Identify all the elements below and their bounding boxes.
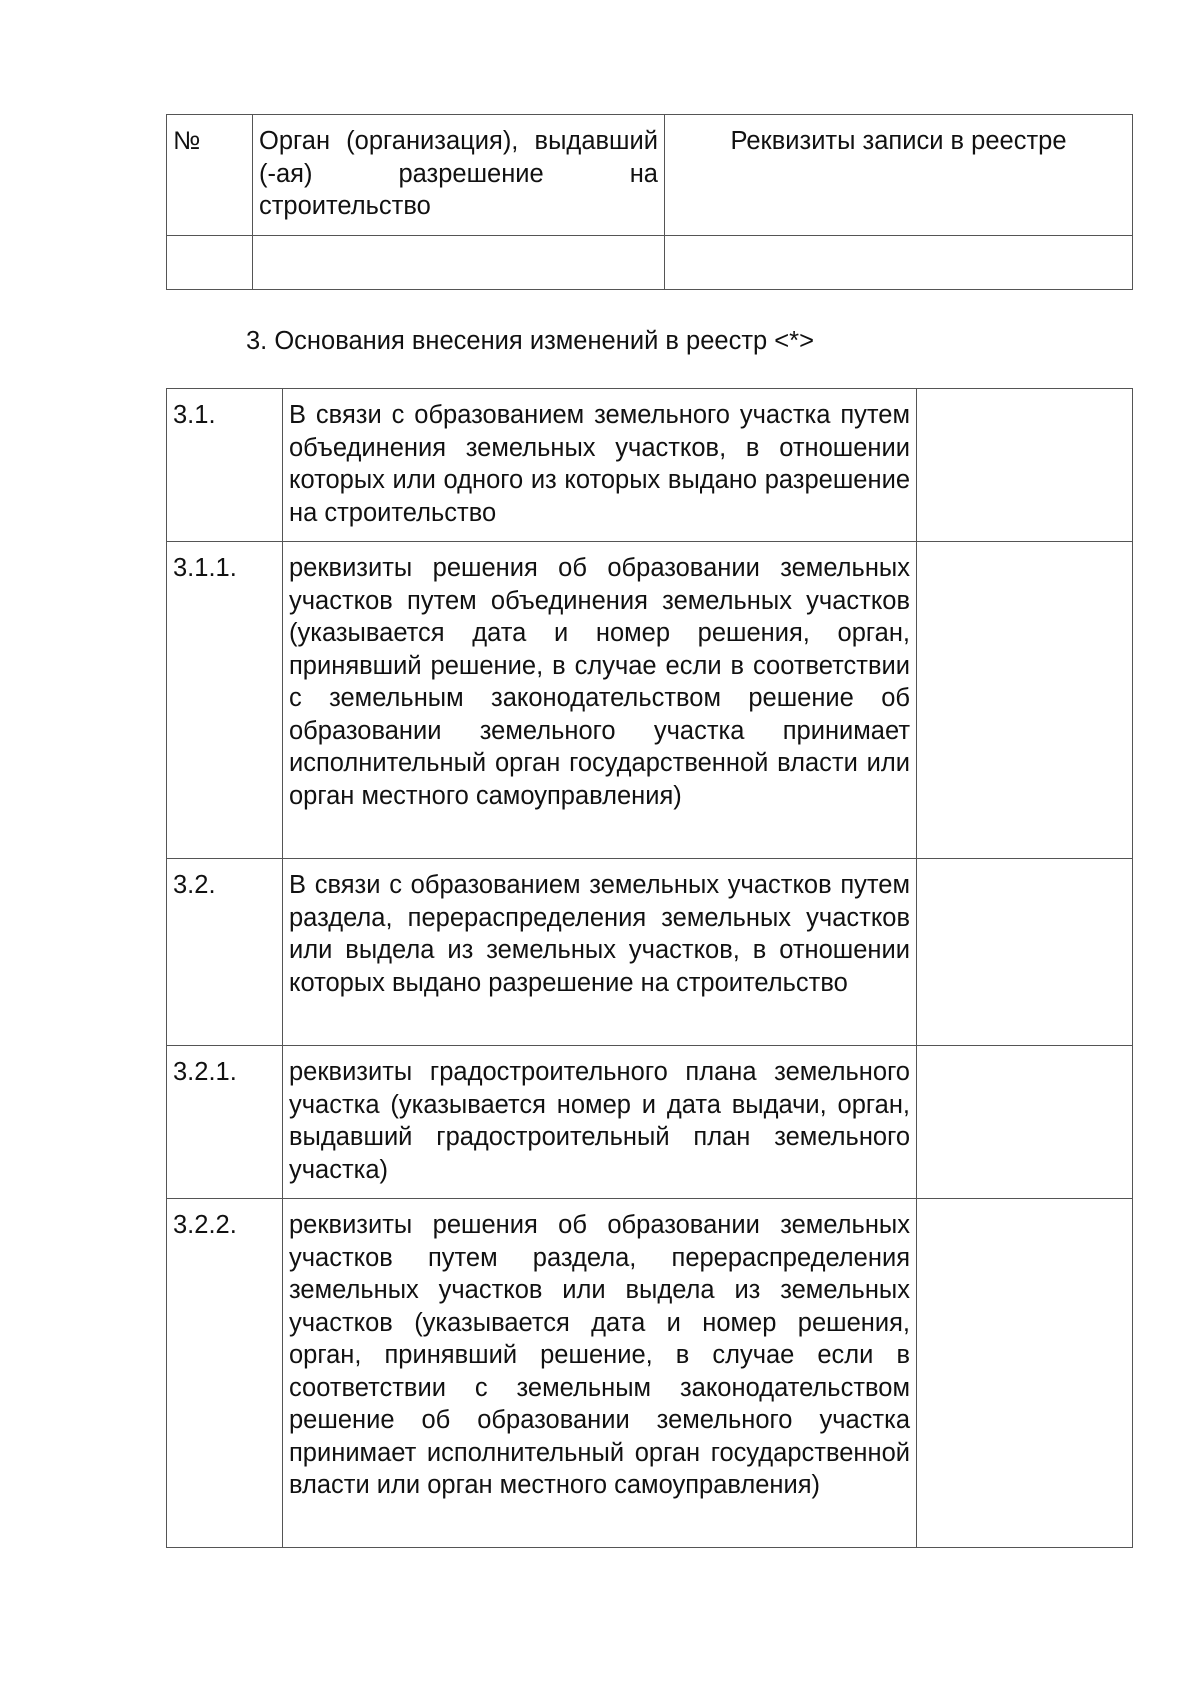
row-code-cell <box>167 542 283 859</box>
row-value-cell[interactable] <box>917 859 1133 1046</box>
row-text-cell <box>283 1199 917 1548</box>
table-row <box>167 1199 1133 1548</box>
row-code: 3.2.1. <box>173 1058 237 1086</box>
grounds-table <box>166 388 1133 1548</box>
empty-record-requisites-cell[interactable] <box>665 236 1133 290</box>
row-value-cell[interactable] <box>917 389 1133 542</box>
row-value <box>917 389 1132 407</box>
empty-record-requisites-value <box>665 236 1132 254</box>
header-record-requisites-cell <box>665 115 1133 236</box>
row-value-cell[interactable] <box>917 1199 1133 1548</box>
row-code-cell <box>167 1199 283 1548</box>
row-code: 3.1. <box>173 401 216 429</box>
header-number-cell <box>167 115 253 236</box>
empty-number-cell[interactable] <box>167 236 253 290</box>
row-text-cell <box>283 542 917 859</box>
row-value-cell[interactable] <box>917 542 1133 859</box>
empty-issuing-body-value <box>253 236 664 254</box>
row-value <box>917 859 1132 877</box>
row-text: реквизиты решения об образовании земельных участков путем раздела, перераспределения земельных участков или выдела из земельных участков (указывается дата и номер решения, орган, принявший решение, в случае если в соответствии с земельным законодательством решение об образовании земельного участка принимает исполнительный орган государственной власти или орган местного самоуправления) <box>289 1211 910 1499</box>
row-code-cell <box>167 1046 283 1199</box>
registry-empty-row <box>167 236 1133 290</box>
row-text-cell <box>283 389 917 542</box>
row-code: 3.1.1. <box>173 554 237 582</box>
row-value-cell[interactable] <box>917 1046 1133 1199</box>
row-text: В связи с образованием земельных участков путем раздела, перераспределения земельных участков или выдела из земельных участков, в отношении которых выдано разрешение на строительство <box>289 871 910 997</box>
registry-table <box>166 114 1133 290</box>
row-text: реквизиты градостроительного плана земельного участка (указывается номер и дата выдачи, орган, выдавший градостроительный план земельного участка) <box>289 1058 910 1184</box>
registry-header-row <box>167 115 1133 236</box>
row-code: 3.2.2. <box>173 1211 237 1239</box>
header-issuing-body-cell <box>253 115 665 236</box>
row-value <box>917 542 1132 560</box>
row-text-cell <box>283 859 917 1046</box>
empty-number-value <box>167 236 252 254</box>
row-code-cell <box>167 859 283 1046</box>
table-row <box>167 389 1133 542</box>
row-text-cell <box>283 1046 917 1199</box>
row-value <box>917 1199 1132 1217</box>
header-number: № <box>173 127 201 155</box>
row-code: 3.2. <box>173 871 216 899</box>
row-text: В связи с образованием земельного участка путем объединения земельных участков, в отношении которых или одного из которых выдано разрешение на строительство <box>289 401 910 527</box>
empty-issuing-body-cell[interactable] <box>253 236 665 290</box>
table-row <box>167 542 1133 859</box>
row-value <box>917 1046 1132 1064</box>
row-text: реквизиты решения об образовании земельных участков путем объединения земельных участков (указывается дата и номер решения, орган, принявший решение, в случае если в соответствии с земельным законодательством решение об образовании земельного участка принимает исполнительный орган государственной власти или орган местного самоуправления) <box>289 554 910 810</box>
table-row <box>167 859 1133 1046</box>
row-code-cell <box>167 389 283 542</box>
section-heading: 3. Основания внесения изменений в реестр <*> <box>246 327 814 355</box>
table-row <box>167 1046 1133 1199</box>
header-issuing-body: Орган (организация), выдавший (-ая) разрешение на строительство <box>259 127 658 220</box>
header-record-requisites: Реквизиты записи в реестре <box>730 127 1067 155</box>
